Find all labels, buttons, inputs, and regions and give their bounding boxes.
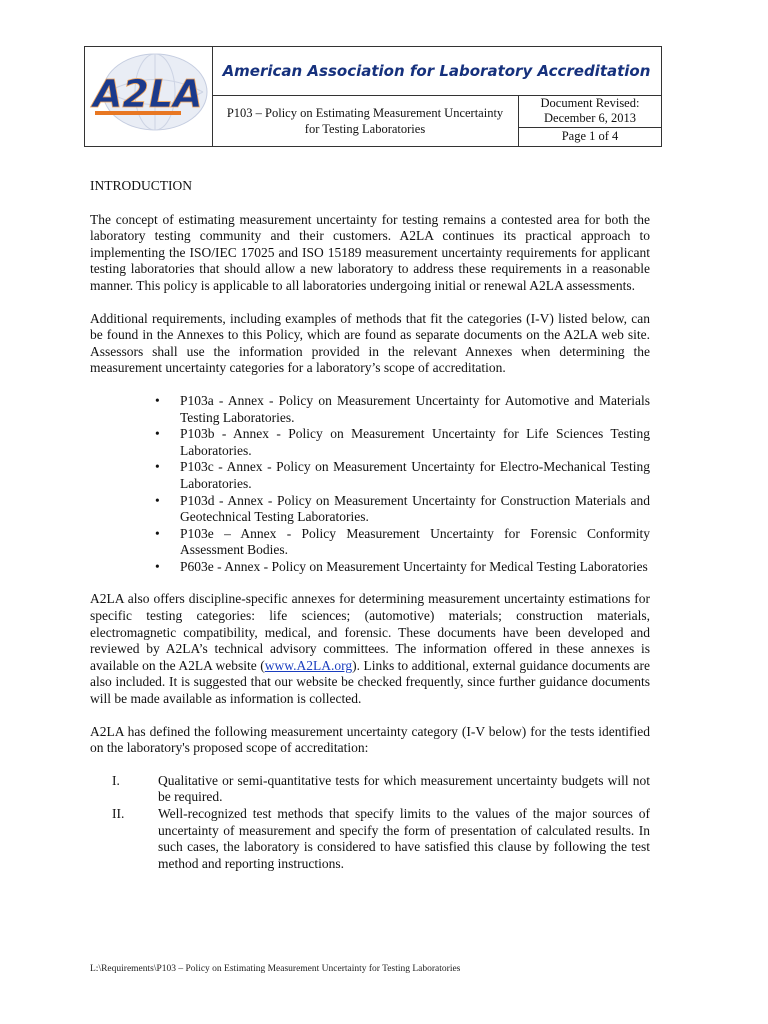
paragraph-4: A2LA has defined the following measurement uncertainty category (I-V below) for the tests identified on the laboratory's proposed scope of accreditation: xyxy=(90,723,650,756)
paragraph-3: A2LA also offers discipline-specific annexes for determining measurement uncertainty estimations for specific testing categories: life sciences; (automotive) materials; construction materials, electromagnetic compatibility, medical, and forensic. These documents have been developed and reviewed by A2LA’s technical advisory committees. The information offered in these annexes is available on the A2LA website (www.A2LA.org). Links to additional, external guidance documents are also included. It is suggested that our website be checked frequently, since further guidance documents will be made available as information is collected. xyxy=(90,591,650,707)
list-item: • P103e – Annex - Policy Measurement Uncertainty for Forensic Conformity Assessment Bodies. xyxy=(155,525,650,558)
page-number: Page 1 of 4 xyxy=(561,128,619,143)
bullet-icon: • xyxy=(155,525,160,541)
bullet-icon: • xyxy=(155,459,160,475)
category-number: II. xyxy=(112,806,125,821)
globe-logo-icon xyxy=(85,47,212,146)
category-list xyxy=(90,773,650,873)
bullet-icon: • xyxy=(155,392,160,408)
bullet-icon: • xyxy=(155,426,160,442)
a2la-logo xyxy=(85,47,213,146)
footer-path: L:\Requirements\P103 – Policy on Estimating Measurement Uncertainty for Testing Laboratories xyxy=(90,964,461,974)
category-text: Well-recognized test methods that specify limits to the values of the major sources of uncertainty of measurement and specify the form of presentation of calculated results. In such cases, the laboratory is considered to have satisfied this clause by following the test method and reporting instructions. xyxy=(158,806,650,871)
list-item: • P103d - Annex - Policy on Measurement Uncertainty for Construction Materials and Geotechnical Testing Laboratories. xyxy=(155,492,650,525)
document-body xyxy=(90,178,650,872)
list-item: • P103c - Annex - Policy on Measurement Uncertainty for Electro-Mechanical Testing Laboratories. xyxy=(155,459,650,491)
org-name: American Association for Laboratory Accreditation xyxy=(212,47,661,96)
category-number: I. xyxy=(112,772,120,788)
logo-text: A2LA xyxy=(93,72,203,116)
intro-heading: INTRODUCTION xyxy=(90,178,192,193)
list-item xyxy=(90,806,650,872)
policy-title: P103 – Policy on Estimating Measurement Uncertainty for Testing Laboratories xyxy=(212,95,519,146)
bullet-icon: • xyxy=(155,558,160,574)
category-text: Qualitative or semi-quantitative tests for which measurement uncertainty budgets will not be required. xyxy=(158,772,650,805)
revised-label: Document Revised: xyxy=(540,96,640,110)
paragraph-2: Additional requirements, including examples of methods that fit the categories (I-V) listed below, can be found in the Annexes to this Policy, which are found as separate documents on the A2LA web site. Assessors shall use the information provided in the relevant Annexes when determining the measurement uncertainty categories for a laboratory’s scope of accreditation. xyxy=(90,310,650,376)
revision-info xyxy=(519,95,661,128)
paragraph-1: The concept of estimating measurement uncertainty for testing remains a contested area for both the laboratory testing community and their customers. A2LA continues its practical approach to implementing the ISO/IEC 17025 and ISO 15189 measurement uncertainty requirements for applicant testing laboratories that should allow a new laboratory to address these requirements in a reasonable manner. This policy is applicable to all laboratories undergoing initial or renewal A2LA assessments. xyxy=(90,211,650,293)
a2la-website-link[interactable]: www.A2LA.org xyxy=(264,657,353,673)
list-item: • P103a - Annex - Policy on Measurement Uncertainty for Automotive and Materials Testing Laboratories. xyxy=(155,392,650,425)
list-item: • P603e - Annex - Policy on Measurement Uncertainty for Medical Testing Laboratories xyxy=(155,558,648,574)
revised-date: December 6, 2013 xyxy=(544,111,636,125)
list-item xyxy=(90,773,650,806)
annex-list xyxy=(90,393,650,576)
list-item: • P103b - Annex - Policy on Measurement Uncertainty for Life Sciences Testing Laboratories. xyxy=(155,426,650,458)
bullet-icon: • xyxy=(155,492,160,508)
document-header xyxy=(84,46,662,147)
